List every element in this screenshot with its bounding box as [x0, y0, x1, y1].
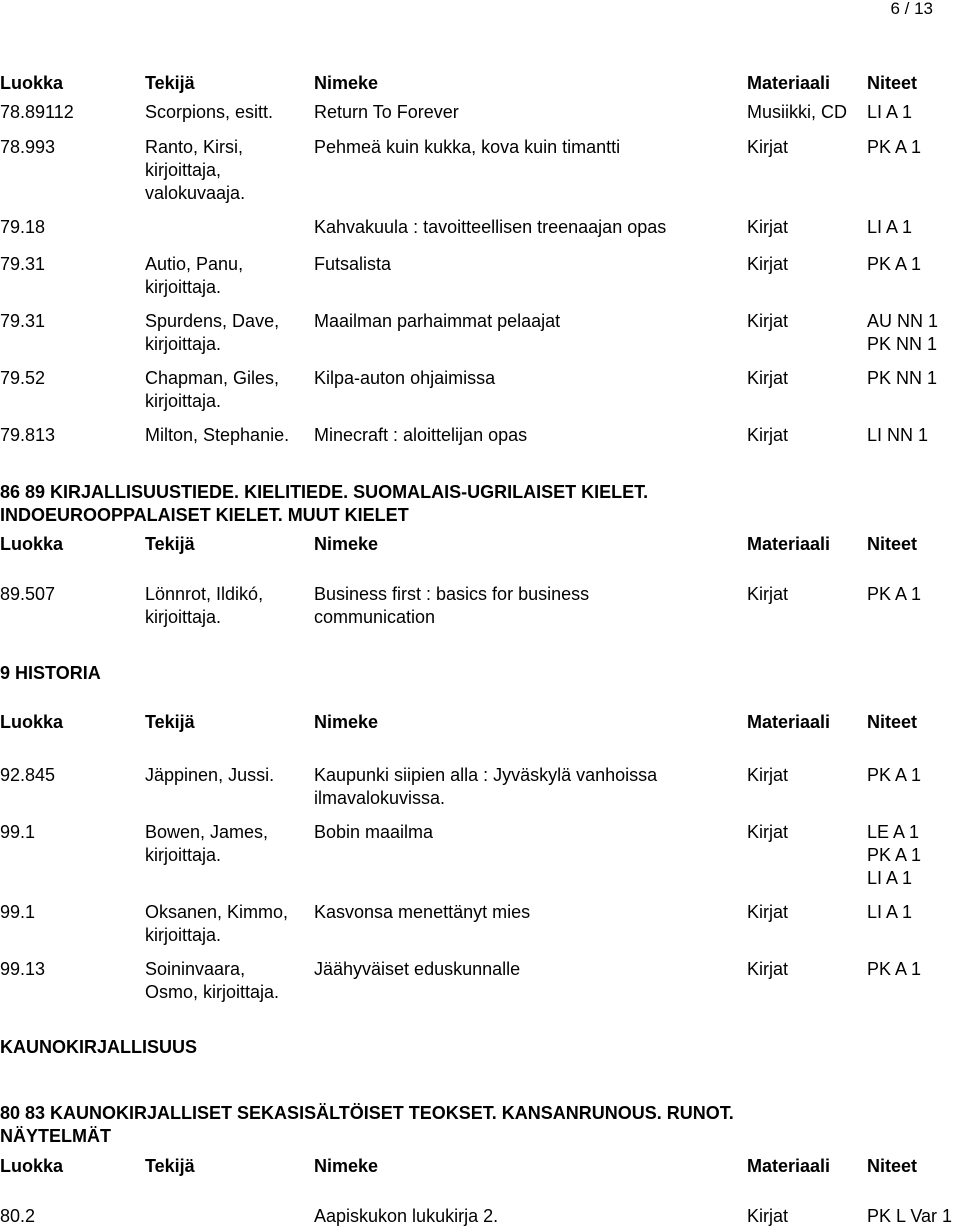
cell-tekija: kirjoittaja. [145, 391, 222, 411]
cell-materiaali: Kirjat [747, 1206, 789, 1226]
header-tekija: Tekijä [145, 73, 195, 93]
section-heading: INDOEUROOPPALAISET KIELET. MUUT KIELET [0, 505, 409, 525]
cell-nimeke: Aapiskukon lukukirja 2. [314, 1206, 499, 1226]
header-niteet: Niteet [867, 712, 918, 732]
cell-tekija: kirjoittaja, [145, 160, 222, 180]
cell-nimeke: Maailman parhaimmat pelaajat [314, 311, 561, 331]
cell-luokka: 99.1 [0, 822, 36, 842]
cell-nimeke: communication [314, 607, 436, 627]
cell-luokka: 79.31 [0, 311, 46, 331]
cell-nimeke: Business first : basics for business [314, 584, 590, 604]
cell-nimeke: Kasvonsa menettänyt mies [314, 902, 531, 922]
cell-niteet: PK A 1 [867, 765, 922, 785]
cell-luokka: 79.813 [0, 425, 56, 445]
cell-niteet: AU NN 1 [867, 311, 939, 331]
cell-tekija: Chapman, Giles, [145, 368, 280, 388]
cell-tekija: Autio, Panu, [145, 254, 244, 274]
cell-tekija: Scorpions, esitt. [145, 102, 274, 122]
cell-luokka: 80.2 [0, 1206, 36, 1226]
cell-nimeke: Return To Forever [314, 102, 459, 122]
cell-luokka: 99.1 [0, 902, 36, 922]
cell-tekija: kirjoittaja. [145, 334, 222, 354]
cell-materiaali: Musiikki, CD [747, 102, 848, 122]
header-nimeke: Nimeke [314, 73, 379, 93]
cell-niteet: LI NN 1 [867, 425, 929, 445]
cell-niteet: LE A 1 [867, 822, 920, 842]
cell-luokka: 89.507 [0, 584, 56, 604]
cell-luokka: 79.52 [0, 368, 46, 388]
cell-niteet: PK L Var 1 [867, 1206, 953, 1226]
header-tekija: Tekijä [145, 1156, 195, 1176]
header-tekija: Tekijä [145, 534, 195, 554]
header-materiaali: Materiaali [747, 712, 831, 732]
cell-nimeke: Pehmeä kuin kukka, kova kuin timantti [314, 137, 621, 157]
cell-materiaali: Kirjat [747, 311, 789, 331]
cell-tekija: Ranto, Kirsi, [145, 137, 244, 157]
cell-nimeke: Kaupunki siipien alla : Jyväskylä vanhoissa [314, 765, 658, 785]
cell-niteet: LI A 1 [867, 902, 913, 922]
cell-niteet: PK A 1 [867, 845, 922, 865]
section-heading: KAUNOKIRJALLISUUS [0, 1037, 198, 1057]
cell-niteet: PK A 1 [867, 584, 922, 604]
cell-tekija: Milton, Stephanie. [145, 425, 290, 445]
cell-luokka: 78.89112 [0, 102, 74, 122]
header-niteet: Niteet [867, 534, 918, 554]
header-materiaali: Materiaali [747, 534, 831, 554]
header-luokka: Luokka [0, 712, 64, 732]
section-heading: 86 89 KIRJALLISUUSTIEDE. KIELITIEDE. SUOMALAIS-UGRILAISET KIELET. [0, 482, 649, 502]
cell-materiaali: Kirjat [747, 584, 789, 604]
section-heading: NÄYTELMÄT [0, 1126, 111, 1146]
cell-nimeke: Minecraft : aloittelijan opas [314, 425, 528, 445]
cell-niteet: LI A 1 [867, 102, 913, 122]
header-luokka: Luokka [0, 534, 64, 554]
cell-tekija: kirjoittaja. [145, 607, 222, 627]
cell-luokka: 78.993 [0, 137, 56, 157]
cell-niteet: LI A 1 [867, 217, 913, 237]
cell-materiaali: Kirjat [747, 368, 789, 388]
cell-materiaali: Kirjat [747, 254, 789, 274]
cell-nimeke: Kilpa-auton ohjaimissa [314, 368, 496, 388]
page-number: 6 / 13 [890, 0, 933, 18]
section-heading: 80 83 KAUNOKIRJALLISET SEKASISÄLTÖISET TEOKSET. KANSANRUNOUS. RUNOT. [0, 1103, 734, 1123]
cell-tekija: Spurdens, Dave, [145, 311, 280, 331]
cell-materiaali: Kirjat [747, 902, 789, 922]
cell-luokka: 99.13 [0, 959, 46, 979]
cell-tekija: Lönnrot, Ildikó, [145, 584, 264, 604]
cell-tekija: Osmo, kirjoittaja. [145, 982, 280, 1002]
cell-nimeke: Bobin maailma [314, 822, 434, 842]
header-nimeke: Nimeke [314, 534, 379, 554]
cell-tekija: kirjoittaja. [145, 845, 222, 865]
cell-luokka: 79.31 [0, 254, 46, 274]
header-materiaali: Materiaali [747, 73, 831, 93]
cell-tekija: kirjoittaja. [145, 925, 222, 945]
cell-materiaali: Kirjat [747, 137, 789, 157]
header-niteet: Niteet [867, 1156, 918, 1176]
cell-materiaali: Kirjat [747, 822, 789, 842]
header-luokka: Luokka [0, 1156, 64, 1176]
cell-materiaali: Kirjat [747, 765, 789, 785]
cell-tekija: kirjoittaja. [145, 277, 222, 297]
header-luokka: Luokka [0, 73, 64, 93]
cell-tekija: Bowen, James, [145, 822, 269, 842]
cell-luokka: 92.845 [0, 765, 56, 785]
cell-materiaali: Kirjat [747, 959, 789, 979]
cell-nimeke: Jäähyväiset eduskunnalle [314, 959, 521, 979]
cell-niteet: PK NN 1 [867, 334, 938, 354]
cell-niteet: PK A 1 [867, 254, 922, 274]
cell-materiaali: Kirjat [747, 425, 789, 445]
cell-tekija: Soininvaara, [145, 959, 246, 979]
header-nimeke: Nimeke [314, 1156, 379, 1176]
cell-luokka: 79.18 [0, 217, 46, 237]
cell-nimeke: ilmavalokuvissa. [314, 788, 446, 808]
cell-tekija: Oksanen, Kimmo, [145, 902, 289, 922]
header-tekija: Tekijä [145, 712, 195, 732]
cell-niteet: PK A 1 [867, 959, 922, 979]
cell-niteet: PK NN 1 [867, 368, 938, 388]
section-heading: 9 HISTORIA [0, 663, 101, 683]
header-niteet: Niteet [867, 73, 918, 93]
cell-nimeke: Kahvakuula : tavoitteellisen treenaajan opas [314, 217, 667, 237]
cell-niteet: LI A 1 [867, 868, 913, 888]
cell-materiaali: Kirjat [747, 217, 789, 237]
header-nimeke: Nimeke [314, 712, 379, 732]
cell-niteet: PK A 1 [867, 137, 922, 157]
header-materiaali: Materiaali [747, 1156, 831, 1176]
cell-nimeke: Futsalista [314, 254, 392, 274]
cell-tekija: valokuvaaja. [145, 183, 246, 203]
cell-tekija: Jäppinen, Jussi. [145, 765, 275, 785]
